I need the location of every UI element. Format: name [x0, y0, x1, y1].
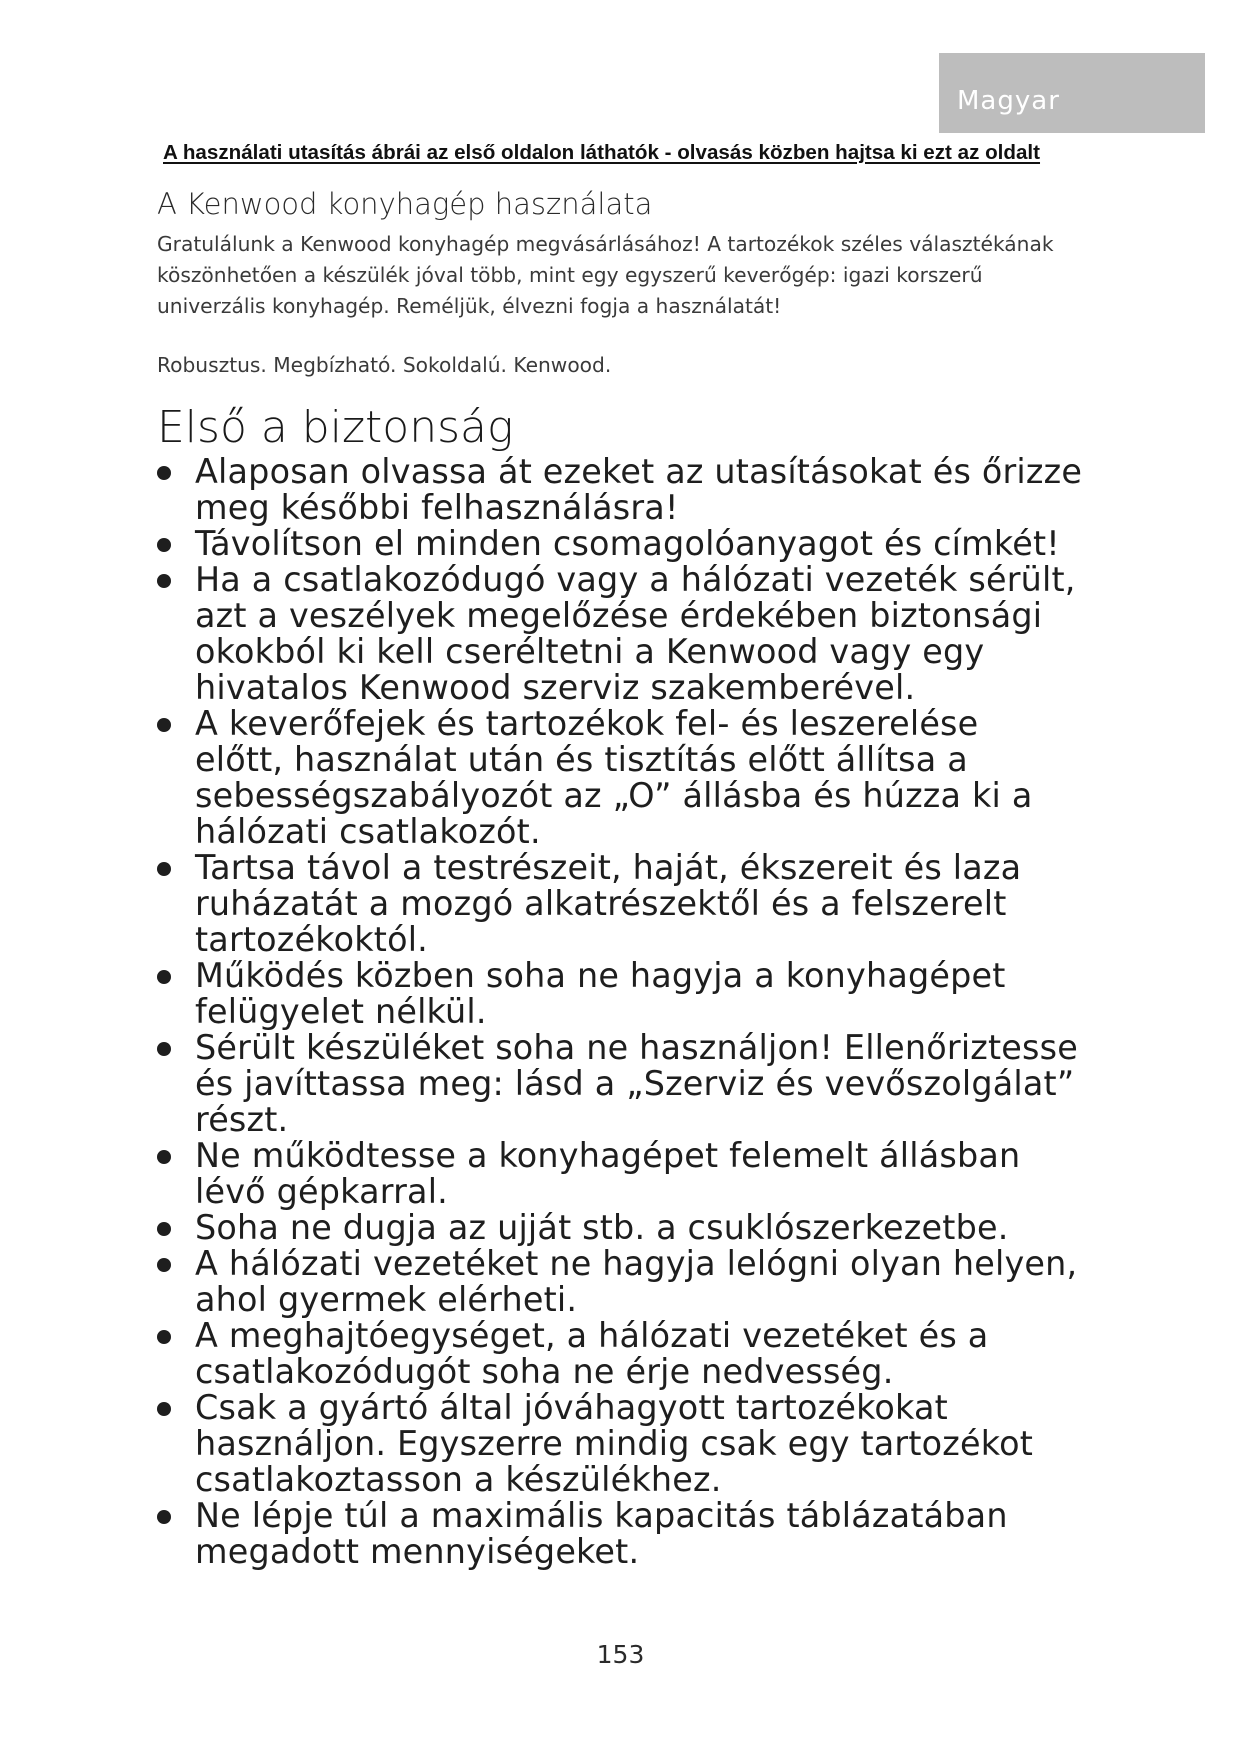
bullet-icon	[157, 1330, 171, 1344]
intro-line: köszönhetően a készülék jóval több, mint egy egyszerű keverőgép: igazi korszerű	[157, 263, 983, 287]
safety-rule	[157, 1390, 1157, 1498]
safety-rule-line: Tartsa távol a testrészeit, haját, ékszereit és laza	[195, 848, 1022, 887]
bullet-icon	[157, 1510, 171, 1524]
safety-rule-line: A meghajtóegységet, a hálózati vezetéket és a	[195, 1316, 989, 1355]
bullet-icon	[157, 862, 171, 876]
safety-rule	[157, 1210, 1157, 1246]
safety-rule	[157, 1138, 1157, 1210]
intro-title: A Kenwood konyhagép használata	[157, 187, 653, 221]
safety-rule	[157, 1318, 1157, 1390]
safety-rule-line: Csak a gyártó által jóváhagyott tartozékokat	[195, 1388, 948, 1427]
intro-line: univerzális konyhagép. Reméljük, élvezni fogja a használatát!	[157, 294, 782, 318]
page-number: 153	[596, 1640, 645, 1669]
safety-rule-line: lévő gépkarral.	[195, 1172, 448, 1211]
safety-rule-line: csatlakoztasson a készülékhez.	[195, 1460, 722, 1499]
bullet-icon	[157, 718, 171, 732]
bullet-icon	[157, 1150, 171, 1164]
safety-rule	[157, 706, 1157, 850]
bullet-icon	[157, 574, 171, 588]
safety-rule-line: és javíttassa meg: lásd a „Szerviz és vevőszolgálat”	[195, 1064, 1075, 1103]
safety-rule-line: A keverőfejek és tartozékok fel- és leszerelése	[195, 704, 979, 743]
bullet-icon	[157, 538, 171, 552]
safety-rule-line: Ha a csatlakozódugó vagy a hálózati vezeték sérült,	[195, 560, 1076, 599]
bullet-icon	[157, 970, 171, 984]
safety-rule-line: csatlakozódugót soha ne érje nedvesség.	[195, 1352, 894, 1391]
tagline: Robusztus. Megbízható. Sokoldalú. Kenwood.	[157, 353, 612, 377]
bullet-icon	[157, 1222, 171, 1236]
safety-rule-line: tartozékoktól.	[195, 920, 428, 959]
safety-title: Első a biztonság	[157, 402, 514, 453]
safety-rule	[157, 1246, 1157, 1318]
intro-line: Gratulálunk a Kenwood konyhagép megvásárlásához! A tartozékok széles választékának	[157, 232, 1054, 256]
safety-rule-line: előtt, használat után és tisztítás előtt állítsa a	[195, 740, 968, 779]
safety-rule-line: ruházatát a mozgó alkatrészektől és a felszerelt	[195, 884, 1007, 923]
safety-rule-line: ahol gyermek elérheti.	[195, 1280, 578, 1319]
safety-rule-line: részt.	[195, 1100, 289, 1139]
safety-rule-line: A hálózati vezetéket ne hagyja lelógni olyan helyen,	[195, 1244, 1078, 1283]
safety-rule-line: sebességszabályozót az „O” állásba és húzza ki a	[195, 776, 1033, 815]
safety-rule-line: Sérült készüléket soha ne használjon! Ellenőriztesse	[195, 1028, 1078, 1067]
safety-rule	[157, 958, 1157, 1030]
safety-rule	[157, 1030, 1157, 1138]
safety-rule-line: Soha ne dugja az ujját stb. a csuklószerkezetbe.	[195, 1208, 1009, 1247]
safety-rule-line: Működés közben soha ne hagyja a konyhagépet	[195, 956, 1006, 995]
safety-rule-line: meg későbbi felhasználásra!	[195, 488, 679, 527]
safety-rule-line: Ne működtesse a konyhagépet felemelt állásban	[195, 1136, 1021, 1175]
safety-rule-line: Távolítson el minden csomagolóanyagot és címkét!	[195, 524, 1060, 563]
safety-rule-line: hivatalos Kenwood szerviz szakemberével.	[195, 668, 916, 707]
safety-rule-line: megadott mennyiségeket.	[195, 1532, 640, 1571]
safety-rule	[157, 850, 1157, 958]
intro-paragraph	[157, 229, 1147, 322]
bullet-icon	[157, 1402, 171, 1416]
safety-rule	[157, 1498, 1157, 1570]
bullet-icon	[157, 1258, 171, 1272]
bullet-icon	[157, 466, 171, 480]
fold-out-notice: A használati utasítás ábrái az első oldalon láthatók - olvasás közben hajtsa ki ezt az oldalt	[163, 141, 1041, 164]
safety-rule-line: felügyelet nélkül.	[195, 992, 487, 1031]
safety-rule	[157, 454, 1157, 526]
safety-rule-line: Ne lépje túl a maximális kapacitás táblázatában	[195, 1496, 1008, 1535]
language-tab: Magyar	[939, 53, 1205, 133]
safety-rule-line: Alaposan olvassa át ezeket az utasításokat és őrizze	[195, 452, 1083, 491]
safety-list	[157, 454, 1157, 1570]
safety-rule	[157, 526, 1157, 562]
bullet-icon	[157, 1042, 171, 1056]
safety-rule-line: hálózati csatlakozót.	[195, 812, 541, 851]
safety-rule	[157, 562, 1157, 706]
safety-rule-line: okokból ki kell cseréltetni a Kenwood vagy egy	[195, 632, 985, 671]
safety-rule-line: azt a veszélyek megelőzése érdekében biztonsági	[195, 596, 1043, 635]
safety-rule-line: használjon. Egyszerre mindig csak egy tartozékot	[195, 1424, 1034, 1463]
